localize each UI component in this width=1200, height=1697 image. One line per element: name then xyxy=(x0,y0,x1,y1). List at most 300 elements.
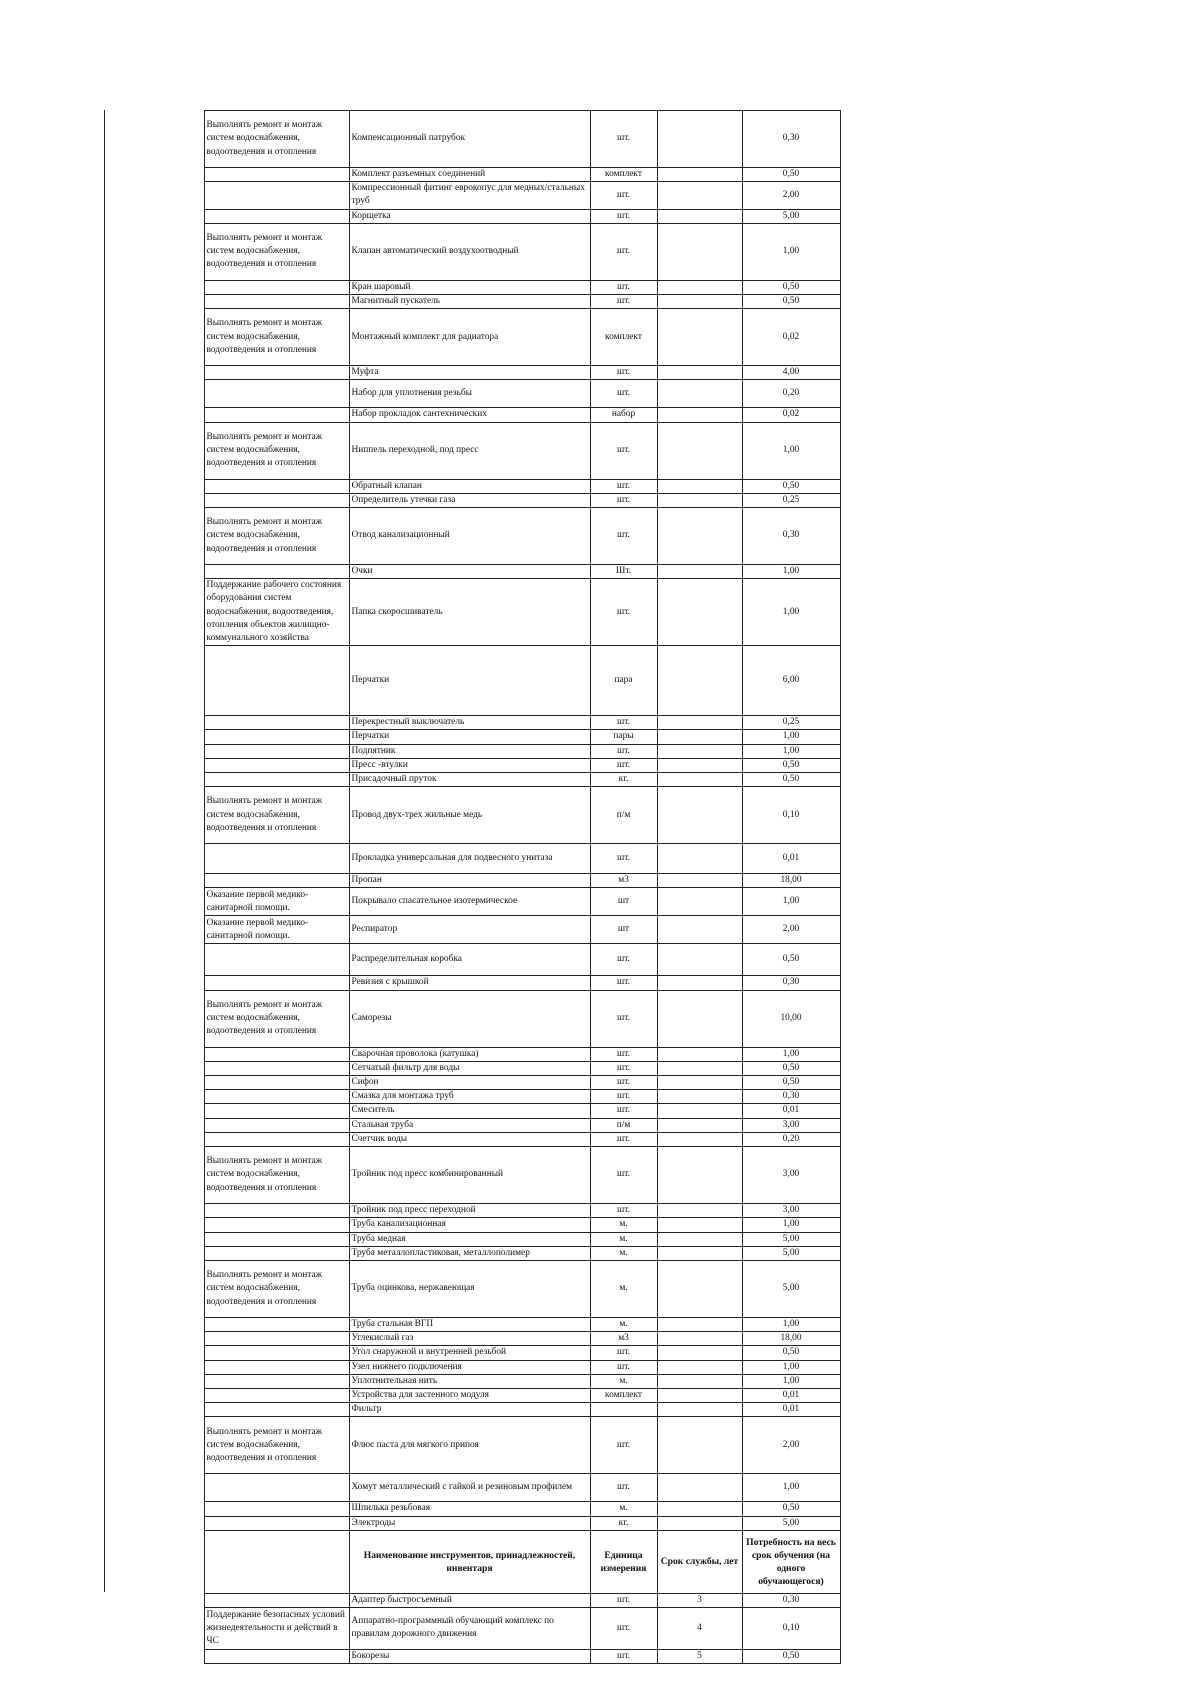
table-row xyxy=(104,1147,840,1204)
header-empty-cell xyxy=(204,1530,349,1593)
service-life-cell xyxy=(657,1246,742,1260)
spacer-cell xyxy=(104,773,204,787)
item-name-cell: Фильтр xyxy=(349,1403,590,1417)
quantity-cell: 0,50 xyxy=(742,773,840,787)
spacer-cell xyxy=(104,1104,204,1118)
quantity-cell: 0,02 xyxy=(742,309,840,366)
service-life-cell xyxy=(657,479,742,493)
spacer-cell xyxy=(104,1204,204,1218)
service-life-cell xyxy=(657,1076,742,1090)
table-row xyxy=(104,111,840,168)
table-row xyxy=(104,1218,840,1232)
unit-cell: м. xyxy=(590,1317,657,1331)
unit-cell: шт. xyxy=(590,1061,657,1075)
quantity-cell: 0,01 xyxy=(742,1104,840,1118)
service-life-cell xyxy=(657,309,742,366)
item-name-cell: Кран шаровый xyxy=(349,280,590,294)
item-name-cell: Перекрестный выключатель xyxy=(349,716,590,730)
quantity-cell: 1,00 xyxy=(742,1317,840,1331)
item-name-cell: Стальная труба xyxy=(349,1118,590,1132)
service-life-cell xyxy=(657,1360,742,1374)
spacer-cell xyxy=(104,646,204,716)
spacer-cell xyxy=(104,744,204,758)
spacer-cell xyxy=(104,844,204,874)
unit-cell: м3 xyxy=(590,1332,657,1346)
spacer-cell xyxy=(104,1403,204,1417)
spacer-cell xyxy=(104,1132,204,1146)
competency-cell xyxy=(204,646,349,716)
quantity-cell: 3,00 xyxy=(742,1118,840,1132)
table-row xyxy=(104,168,840,182)
table-row xyxy=(104,646,840,716)
unit-cell: шт. xyxy=(590,844,657,874)
service-life-cell xyxy=(657,758,742,772)
service-life-cell xyxy=(657,422,742,479)
table-row xyxy=(104,1246,840,1260)
spacer-cell xyxy=(104,888,204,916)
quantity-cell: 0,50 xyxy=(742,295,840,309)
item-name-cell: Определитель утечки газа xyxy=(349,493,590,507)
competency-cell xyxy=(204,1047,349,1061)
item-name-cell: Труба металлопластиковая, металлополимер xyxy=(349,1246,590,1260)
competency-cell: Поддержание безопасных условий жизнедеятельности и действий в ЧС xyxy=(204,1607,349,1649)
service-life-cell xyxy=(657,565,742,579)
item-name-cell: Респиратор xyxy=(349,916,590,944)
item-name-cell: Уплотнительная нить xyxy=(349,1374,590,1388)
unit-cell: шт. xyxy=(590,223,657,280)
unit-cell: шт. xyxy=(590,1132,657,1146)
quantity-cell: 0,30 xyxy=(742,111,840,168)
quantity-cell: 0,10 xyxy=(742,1607,840,1649)
unit-cell: м. xyxy=(590,1260,657,1317)
item-name-cell: Монтажный комплект для радиатора xyxy=(349,309,590,366)
service-life-cell xyxy=(657,182,742,209)
item-name-cell: Угол снаружной и внутренней резьбой xyxy=(349,1346,590,1360)
item-name-cell: Тройник под пресс переходной xyxy=(349,1204,590,1218)
quantity-cell: 2,00 xyxy=(742,1417,840,1474)
competency-cell xyxy=(204,493,349,507)
quantity-cell: 3,00 xyxy=(742,1204,840,1218)
service-life-cell xyxy=(657,508,742,565)
competency-cell xyxy=(204,168,349,182)
quantity-cell: 1,00 xyxy=(742,1360,840,1374)
table-row xyxy=(104,1204,840,1218)
quantity-cell: 2,00 xyxy=(742,916,840,944)
table-row xyxy=(104,716,840,730)
table-row xyxy=(104,479,840,493)
table-row xyxy=(104,990,840,1047)
item-name-cell: Флюс паста для мягкого припоя xyxy=(349,1417,590,1474)
quantity-cell: 0,25 xyxy=(742,493,840,507)
unit-cell: шт. xyxy=(590,744,657,758)
unit-cell: шт. xyxy=(590,716,657,730)
service-life-cell xyxy=(657,1147,742,1204)
unit-cell: набор xyxy=(590,408,657,422)
spacer-cell xyxy=(104,976,204,990)
competency-cell: Выполнять ремонт и монтаж систем водоснабжения, водоотведения и отопления xyxy=(204,309,349,366)
table-body xyxy=(104,111,840,1664)
service-life-cell xyxy=(657,1403,742,1417)
spacer-cell xyxy=(104,309,204,366)
competency-cell xyxy=(204,1204,349,1218)
unit-cell: комплект xyxy=(590,1388,657,1402)
quantity-cell: 0,30 xyxy=(742,1090,840,1104)
quantity-cell: 1,00 xyxy=(742,1218,840,1232)
quantity-cell: 5,00 xyxy=(742,209,840,223)
item-name-cell: Узел нижнего подключения xyxy=(349,1360,590,1374)
unit-cell: комплект xyxy=(590,309,657,366)
spacer-cell xyxy=(104,111,204,168)
quantity-cell: 0,50 xyxy=(742,758,840,772)
competency-cell xyxy=(204,1516,349,1530)
table-row xyxy=(104,1090,840,1104)
table-row xyxy=(104,309,840,366)
item-name-cell: Труба медная xyxy=(349,1232,590,1246)
table-row xyxy=(104,366,840,380)
competency-cell xyxy=(204,773,349,787)
spacer-cell xyxy=(104,1061,204,1075)
competency-cell xyxy=(204,1346,349,1360)
table-row xyxy=(104,1047,840,1061)
spacer-cell xyxy=(104,1047,204,1061)
unit-cell: шт. xyxy=(590,209,657,223)
table-row xyxy=(104,1607,840,1649)
spacer-cell xyxy=(104,1346,204,1360)
unit-cell: м. xyxy=(590,1246,657,1260)
competency-cell xyxy=(204,408,349,422)
table-row xyxy=(104,1232,840,1246)
item-name-cell: Корщетка xyxy=(349,209,590,223)
competency-cell xyxy=(204,280,349,294)
competency-cell: Выполнять ремонт и монтаж систем водоснабжения, водоотведения и отопления xyxy=(204,787,349,844)
quantity-cell: 1,00 xyxy=(742,223,840,280)
unit-cell: шт. xyxy=(590,976,657,990)
service-life-cell xyxy=(657,579,742,646)
service-life-cell xyxy=(657,1474,742,1502)
unit-cell: шт. xyxy=(590,508,657,565)
spacer-cell xyxy=(104,716,204,730)
table-row xyxy=(104,209,840,223)
table-row xyxy=(104,1417,840,1474)
spacer-cell xyxy=(104,565,204,579)
quantity-cell: 0,50 xyxy=(742,280,840,294)
competency-cell xyxy=(204,1104,349,1118)
table-row xyxy=(104,758,840,772)
item-name-cell: Муфта xyxy=(349,366,590,380)
item-name-cell: Ревизия с крышкой xyxy=(349,976,590,990)
unit-cell: шт. xyxy=(590,944,657,976)
unit-cell: шт. xyxy=(590,1360,657,1374)
table-row xyxy=(104,422,840,479)
table-row xyxy=(104,1502,840,1516)
competency-cell xyxy=(204,1118,349,1132)
item-name-cell: Аппаратно-программный обучающий комплекс по правилам дорожного движения xyxy=(349,1607,590,1649)
quantity-cell: 0,25 xyxy=(742,716,840,730)
spacer-cell xyxy=(104,1246,204,1260)
competency-cell xyxy=(204,1132,349,1146)
service-life-cell xyxy=(657,295,742,309)
competency-cell xyxy=(204,744,349,758)
quantity-cell: 6,00 xyxy=(742,646,840,716)
unit-cell: шт. xyxy=(590,1090,657,1104)
table-row xyxy=(104,1374,840,1388)
item-name-cell: Перчатки xyxy=(349,646,590,716)
table-row xyxy=(104,888,840,916)
service-life-cell xyxy=(657,1260,742,1317)
item-name-cell: Перчатки xyxy=(349,730,590,744)
item-name-cell: Смеситель xyxy=(349,1104,590,1118)
quantity-cell: 3,00 xyxy=(742,1147,840,1204)
quantity-cell: 5,00 xyxy=(742,1516,840,1530)
quantity-cell: 0,30 xyxy=(742,508,840,565)
service-life-cell xyxy=(657,280,742,294)
unit-cell: шт. xyxy=(590,758,657,772)
spacer-cell xyxy=(104,1649,204,1663)
item-name-cell: Провод двух-трех жильные медь xyxy=(349,787,590,844)
item-name-cell: Присадочный пруток xyxy=(349,773,590,787)
quantity-cell: 1,00 xyxy=(742,744,840,758)
unit-cell: шт. xyxy=(590,990,657,1047)
competency-cell xyxy=(204,1076,349,1090)
unit-cell: пара xyxy=(590,646,657,716)
unit-cell: шт. xyxy=(590,1047,657,1061)
quantity-cell: 1,00 xyxy=(742,565,840,579)
service-life-cell xyxy=(657,1104,742,1118)
spacer-cell xyxy=(104,1374,204,1388)
item-name-cell: Бокорезы xyxy=(349,1649,590,1663)
table-row xyxy=(104,579,840,646)
spacer-cell xyxy=(104,1360,204,1374)
quantity-cell: 0,10 xyxy=(742,787,840,844)
unit-cell: шт. xyxy=(590,1147,657,1204)
unit-cell: шт. xyxy=(590,295,657,309)
service-life-cell xyxy=(657,1502,742,1516)
spacer-cell xyxy=(104,874,204,888)
unit-cell: шт. xyxy=(590,380,657,408)
table-row xyxy=(104,1593,840,1607)
service-life-cell xyxy=(657,874,742,888)
quantity-cell: 5,00 xyxy=(742,1232,840,1246)
spacer-cell xyxy=(104,408,204,422)
quantity-cell: 0,01 xyxy=(742,844,840,874)
item-name-cell: Набор для уплотнения резьбы xyxy=(349,380,590,408)
item-name-cell: Саморезы xyxy=(349,990,590,1047)
unit-cell: кг. xyxy=(590,1516,657,1530)
service-life-cell xyxy=(657,493,742,507)
table-row xyxy=(104,565,840,579)
quantity-cell: 0,50 xyxy=(742,1076,840,1090)
item-name-cell: Папка скоросшиватель xyxy=(349,579,590,646)
table-row xyxy=(104,280,840,294)
spacer-cell xyxy=(104,1502,204,1516)
item-name-cell: Хомут металлический с гайкой и резиновым профилем xyxy=(349,1474,590,1502)
competency-cell xyxy=(204,758,349,772)
spacer-cell xyxy=(104,1147,204,1204)
unit-cell: шт xyxy=(590,916,657,944)
spacer-cell xyxy=(104,1516,204,1530)
service-life-cell xyxy=(657,1388,742,1402)
spacer-cell xyxy=(104,422,204,479)
table-row xyxy=(104,508,840,565)
table-header-row xyxy=(104,1530,840,1593)
quantity-cell: 0,20 xyxy=(742,380,840,408)
table-row xyxy=(104,976,840,990)
unit-cell xyxy=(590,1403,657,1417)
competency-cell: Выполнять ремонт и монтаж систем водоснабжения, водоотведения и отопления xyxy=(204,508,349,565)
service-life-cell xyxy=(657,990,742,1047)
item-name-cell: Труба канализационная xyxy=(349,1218,590,1232)
competency-cell: Выполнять ремонт и монтаж систем водоснабжения, водоотведения и отопления xyxy=(204,1260,349,1317)
service-life-cell xyxy=(657,773,742,787)
item-name-cell: Сетчатый фильтр для воды xyxy=(349,1061,590,1075)
table-row xyxy=(104,1474,840,1502)
item-name-cell: Электроды xyxy=(349,1516,590,1530)
spacer-cell xyxy=(104,730,204,744)
unit-cell: шт. xyxy=(590,1417,657,1474)
unit-cell: пары xyxy=(590,730,657,744)
competency-cell: Выполнять ремонт и монтаж систем водоснабжения, водоотведения и отопления xyxy=(204,1147,349,1204)
competency-cell: Поддержание рабочего состояния оборудования систем водоснабжения, водоотведения, отопления объектов жилищно-коммунального хозяйства xyxy=(204,579,349,646)
service-life-cell xyxy=(657,844,742,874)
table-row xyxy=(104,1104,840,1118)
table-row xyxy=(104,1317,840,1331)
competency-cell xyxy=(204,1388,349,1402)
quantity-cell: 2,00 xyxy=(742,182,840,209)
service-life-cell xyxy=(657,1204,742,1218)
competency-cell xyxy=(204,565,349,579)
table-row xyxy=(104,773,840,787)
table-row xyxy=(104,223,840,280)
service-life-cell xyxy=(657,1346,742,1360)
service-life-cell xyxy=(657,744,742,758)
table-row xyxy=(104,408,840,422)
table-row xyxy=(104,874,840,888)
item-name-cell: Подпятник xyxy=(349,744,590,758)
item-name-cell: Сварочная проволока (катушка) xyxy=(349,1047,590,1061)
service-life-cell xyxy=(657,1374,742,1388)
spacer-cell xyxy=(104,479,204,493)
service-life-cell xyxy=(657,380,742,408)
service-life-cell xyxy=(657,408,742,422)
unit-cell: шт. xyxy=(590,366,657,380)
quantity-cell: 0,30 xyxy=(742,976,840,990)
item-name-cell: Комплект разъемных соединений xyxy=(349,168,590,182)
item-name-cell: Покрывало спасательное изотермическое xyxy=(349,888,590,916)
competency-cell xyxy=(204,1593,349,1607)
table-row xyxy=(104,182,840,209)
competency-cell xyxy=(204,209,349,223)
item-name-cell: Прокладка универсальная для подвесного унитаза xyxy=(349,844,590,874)
unit-cell: шт. xyxy=(590,280,657,294)
unit-cell: м. xyxy=(590,1502,657,1516)
service-life-cell xyxy=(657,1332,742,1346)
unit-cell: шт. xyxy=(590,493,657,507)
competency-cell xyxy=(204,1649,349,1663)
table-row xyxy=(104,787,840,844)
unit-cell: кг. xyxy=(590,773,657,787)
competency-cell: Выполнять ремонт и монтаж систем водоснабжения, водоотведения и отопления xyxy=(204,1417,349,1474)
service-life-cell xyxy=(657,787,742,844)
table-row xyxy=(104,1516,840,1530)
unit-cell: м. xyxy=(590,1218,657,1232)
competency-cell: Оказание первой медико-санитарной помощи. xyxy=(204,888,349,916)
competency-cell xyxy=(204,1246,349,1260)
item-name-cell: Распределительная коробка xyxy=(349,944,590,976)
table-row xyxy=(104,1260,840,1317)
item-name-cell: Труба стальная ВГП xyxy=(349,1317,590,1331)
unit-cell: шт. xyxy=(590,1204,657,1218)
spacer-cell xyxy=(104,579,204,646)
item-name-cell: Пресс -втулки xyxy=(349,758,590,772)
competency-cell xyxy=(204,1232,349,1246)
item-name-cell: Тройник под пресс комбинированный xyxy=(349,1147,590,1204)
service-life-cell xyxy=(657,1516,742,1530)
spacer-cell xyxy=(104,1076,204,1090)
competency-cell xyxy=(204,1090,349,1104)
unit-cell: шт. xyxy=(590,479,657,493)
table-row xyxy=(104,1403,840,1417)
inventory-table xyxy=(104,110,841,1664)
quantity-cell: 0,50 xyxy=(742,1649,840,1663)
item-name-cell: Сифон xyxy=(349,1076,590,1090)
header-name: Наименование инструментов, принадлежностей, инвентаря xyxy=(349,1530,590,1593)
quantity-cell: 0,50 xyxy=(742,944,840,976)
quantity-cell: 1,00 xyxy=(742,422,840,479)
unit-cell: м3 xyxy=(590,874,657,888)
service-life-cell xyxy=(657,1417,742,1474)
spacer-cell xyxy=(104,758,204,772)
spacer-cell xyxy=(104,944,204,976)
spacer-cell xyxy=(104,1417,204,1474)
service-life-cell xyxy=(657,223,742,280)
spacer-cell xyxy=(104,1332,204,1346)
spacer-cell xyxy=(104,1607,204,1649)
quantity-cell: 5,00 xyxy=(742,1246,840,1260)
service-life-cell xyxy=(657,1218,742,1232)
quantity-cell: 18,00 xyxy=(742,1332,840,1346)
competency-cell xyxy=(204,844,349,874)
quantity-cell: 0,01 xyxy=(742,1388,840,1402)
table-row xyxy=(104,1360,840,1374)
quantity-cell: 5,00 xyxy=(742,1260,840,1317)
spacer-cell xyxy=(104,508,204,565)
service-life-cell xyxy=(657,1118,742,1132)
unit-cell: шт. xyxy=(590,1076,657,1090)
spacer-cell xyxy=(104,1593,204,1607)
competency-cell: Выполнять ремонт и монтаж систем водоснабжения, водоотведения и отопления xyxy=(204,990,349,1047)
service-life-cell xyxy=(657,646,742,716)
item-name-cell: Компрессионный фитинг еврокопус для медных/стальных труб xyxy=(349,182,590,209)
unit-cell: шт. xyxy=(590,1607,657,1649)
quantity-cell: 1,00 xyxy=(742,888,840,916)
service-life-cell: 3 xyxy=(657,1593,742,1607)
unit-cell: шт. xyxy=(590,182,657,209)
item-name-cell: Устройства для застенного модуля xyxy=(349,1388,590,1402)
table-row xyxy=(104,295,840,309)
unit-cell: п/м xyxy=(590,1118,657,1132)
unit-cell: Шт. xyxy=(590,565,657,579)
competency-cell xyxy=(204,1317,349,1331)
competency-cell: Выполнять ремонт и монтаж систем водоснабжения, водоотведения и отопления xyxy=(204,223,349,280)
quantity-cell: 0,50 xyxy=(742,168,840,182)
service-life-cell xyxy=(657,1232,742,1246)
competency-cell xyxy=(204,730,349,744)
unit-cell: шт. xyxy=(590,111,657,168)
header-need: Потребность на весь срок обучения (на одного обучающегося) xyxy=(742,1530,840,1593)
spacer-cell xyxy=(104,366,204,380)
spacer-cell xyxy=(104,280,204,294)
item-name-cell: Труба оцинкова, нержавеющая xyxy=(349,1260,590,1317)
